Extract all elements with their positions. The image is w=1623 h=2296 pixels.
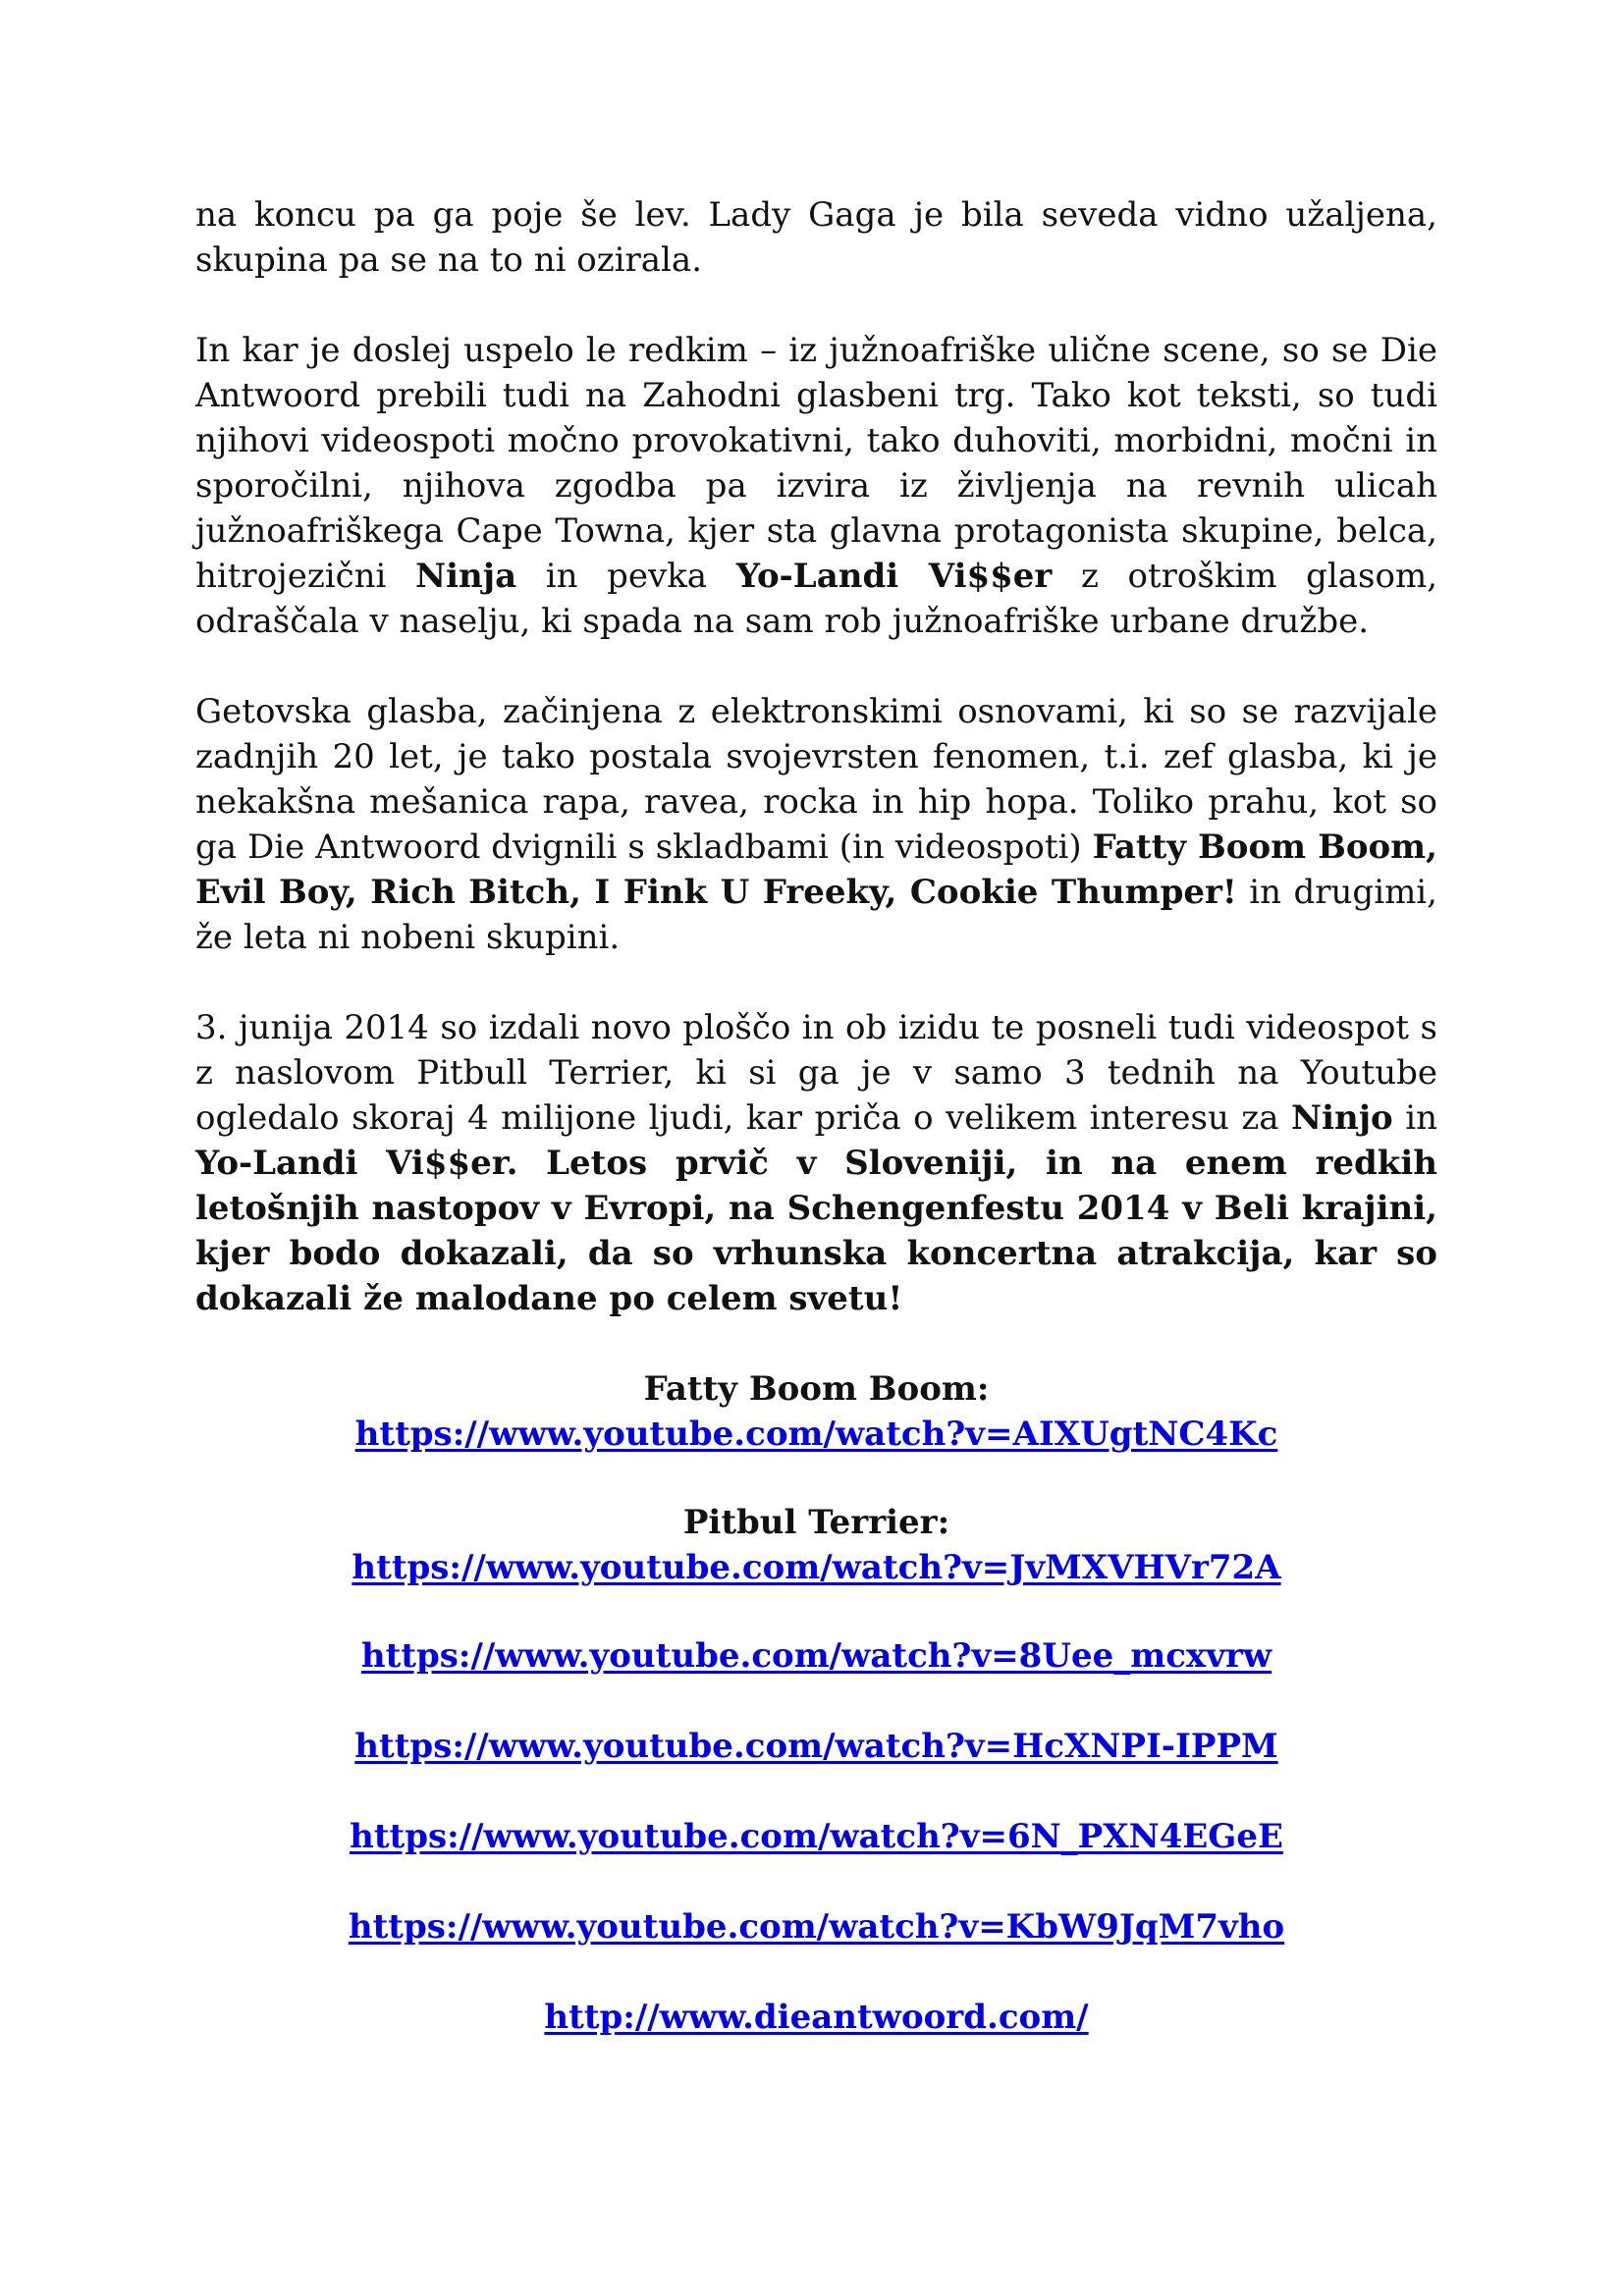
fatty-boom-boom-link[interactable]: https://www.youtube.com/watch?v=AIXUgtNC4Kc	[354, 1415, 1278, 1454]
fatty-boom-boom-title: Fatty Boom Boom:	[643, 1369, 990, 1409]
youtube-link-4-block	[195, 1724, 1437, 1769]
paragraph-4	[195, 1005, 1437, 1321]
pitbul-terrier-link[interactable]: https://www.youtube.com/watch?v=JvMXVHVr72A	[352, 1548, 1281, 1587]
document-page	[195, 192, 1437, 2085]
youtube-link-6[interactable]: https://www.youtube.com/watch?v=KbW9JqM7vho	[348, 1907, 1285, 1947]
pitbul-terrier-block	[195, 1500, 1437, 1590]
website-link-block	[195, 1995, 1437, 2040]
fatty-boom-boom-block	[195, 1366, 1437, 1457]
paragraph-3-text-a: Getovska glasba, začinjena z elektronskimi osnovami, ki so se razvijale zadnjih 20 let, je tako postala svojevrsten fenomen, t.i. zef glasba, ki je nekakšna mešanica rapa, ravea, rocka in hip hopa. Toliko prahu, kot so ga Die Antwoord dvignili s skladbami (in videospoti)	[195, 692, 1437, 867]
paragraph-1-text: na koncu pa ga poje še lev. Lady Gaga je bila seveda vidno užaljena, skupina pa se na to ni ozirala.	[195, 195, 1437, 280]
youtube-link-4[interactable]: https://www.youtube.com/watch?v=HcXNPI-IPPM	[354, 1727, 1278, 1766]
paragraph-2-bold-yolandi: Yo-Landi Vi$$er	[735, 557, 1053, 596]
die-antwoord-website-link[interactable]: http://www.dieantwoord.com/	[544, 1998, 1089, 2037]
paragraph-3-bold-songs: Fatty Boom Boom, Evil Boy, Rich Bitch, I Fink U Freeky, Cookie Thumper!	[195, 828, 1437, 912]
paragraph-3-text-c: in drugimi, že leta ni nobeni skupini.	[195, 873, 1437, 957]
youtube-link-5[interactable]: https://www.youtube.com/watch?v=6N_PXN4EGeE	[350, 1817, 1283, 1856]
paragraph-4-text-c: in	[1392, 1098, 1437, 1138]
paragraph-2	[195, 328, 1437, 644]
paragraph-2-bold-ninja: Ninja	[415, 557, 517, 596]
paragraph-4-bold-announcement: Yo-Landi Vi$$er. Letos prvič v Sloveniji, in na enem redkih letošnjih nastopov v Evropi, na Schengenfestu 2014 v Beli krajini, kjer bodo dokazali, da so vrhunska koncertna atrakcija, kar so dokazali že malodane po celem svetu!	[195, 1144, 1437, 1318]
paragraph-4-text-a: 3. junija 2014 so izdali novo ploščo in ob izidu te posneli tudi videospot s z naslovom Pitbull Terrier, ki si ga je v samo 3 tednih na Youtube ogledalo skoraj 4 milijone ljudi, kar priča o velikem interesu za	[195, 1008, 1437, 1138]
paragraph-4-bold-ninjo: Ninjo	[1291, 1098, 1393, 1138]
paragraph-2-text-c: in pevka	[516, 557, 736, 596]
paragraph-1	[195, 192, 1437, 283]
links-section	[195, 1366, 1437, 2040]
pitbul-terrier-title: Pitbul Terrier:	[682, 1503, 950, 1542]
paragraph-3	[195, 689, 1437, 960]
youtube-link-3[interactable]: https://www.youtube.com/watch?v=8Uee_mcxvrw	[360, 1636, 1272, 1676]
paragraph-2-text-a: In kar je doslej uspelo le redkim – iz južnoafriške ulične scene, so se Die Antwoord prebili tudi na Zahodni glasbeni trg. Tako kot teksti, so tudi njihovi videospoti močno provokativni, tako duhoviti, morbidni, močni in sporočilni, njihova zgodba pa izvira iz življenja na revnih ulicah južnoafriškega Cape Towna, kjer sta glavna protagonista skupine, belca, hitrojezični	[195, 331, 1437, 596]
paragraph-2-text-d: z otroškim glasom, odraščala v naselju, ki spada na sam rob južnoafriške urbane družbe.	[195, 557, 1437, 641]
youtube-link-3-block	[195, 1633, 1437, 1679]
youtube-link-5-block	[195, 1814, 1437, 1859]
youtube-link-6-block	[195, 1904, 1437, 1949]
